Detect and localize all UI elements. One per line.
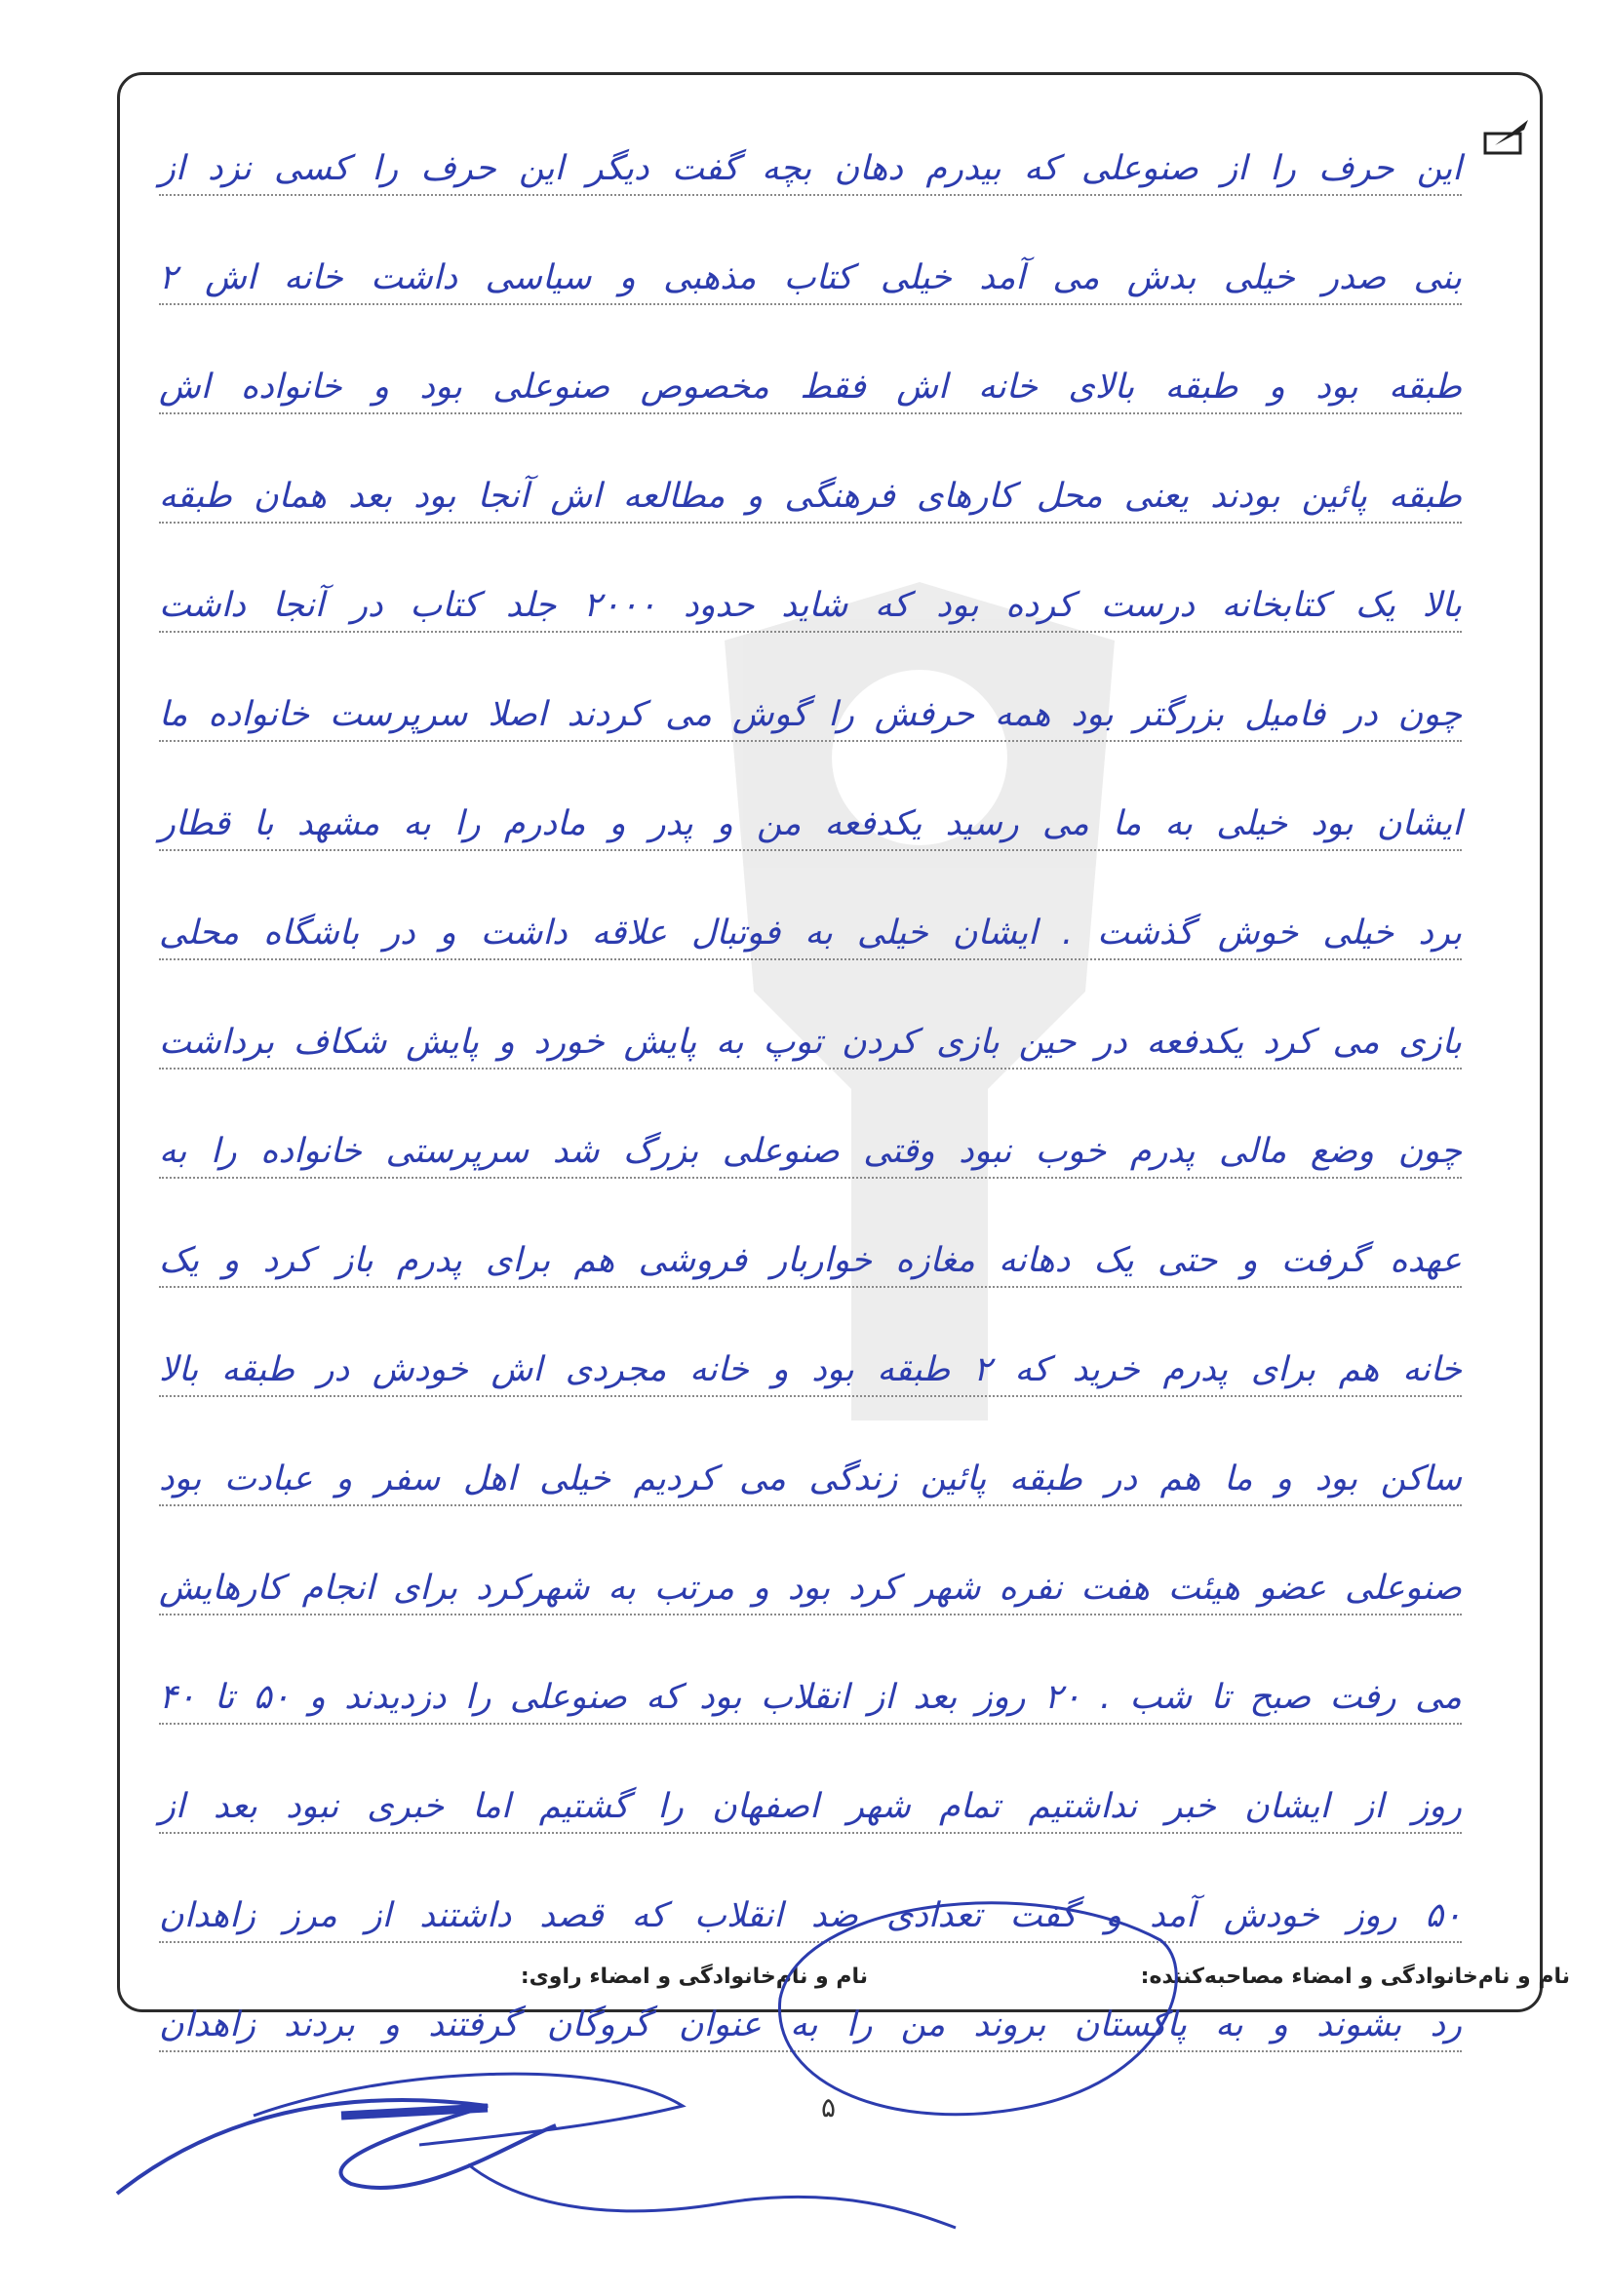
text-line: طبقه پائین بودند یعنی محل کارهای فرهنگی و مطالعه اش آنجا بود بعد همان طبقه bbox=[159, 414, 1462, 524]
narrator-signature bbox=[98, 1999, 975, 2252]
text-line: طبقه بود و طبقه بالای خانه اش فقط مخصوص صنوعلی بود و خانواده اش bbox=[159, 305, 1462, 414]
text-line: ساکن بود و ما هم در طبقه پائین زندگی می کردیم خیلی اهل سفر و عبادت بود bbox=[159, 1397, 1462, 1506]
text-line: ایشان بود خیلی به ما می رسید یکدفعه من و پدر و مادرم را به مشهد با قطار bbox=[159, 742, 1462, 851]
text-line: صنوعلی عضو هیئت هفت نفره شهر کرد بود و مرتب به شهرکرد برای انجام کارهایش bbox=[159, 1506, 1462, 1615]
text-line: چون در فامیل بزرگتر بود همه حرفش را گوش می کردند اصلا سرپرست خانواده ما bbox=[159, 633, 1462, 742]
text-line: چون وضع مالی پدرم خوب نبود وقتی صنوعلی بزرگ شد سرپرستی خانواده را به bbox=[159, 1070, 1462, 1179]
text-line: خانه هم برای پدرم خرید که ۲ طبقه بود و خانه مجردی اش خودش در طبقه بالا bbox=[159, 1288, 1462, 1397]
text-line: این حرف را از صنوعلی که بیدرم دهان بچه گفت دیگر این حرف را کسی نزد از bbox=[159, 87, 1462, 196]
text-line: بنی صدر خیلی بدش می آمد خیلی کتاب مذهبی و سیاسی داشت خانه اش ۲ bbox=[159, 196, 1462, 305]
interviewer-signature-label: نام و نام‌خانوادگی و امضاء مصاحبه‌کننده: bbox=[1140, 1965, 1570, 1989]
text-line: عهده گرفت و حتی یک دهانه مغازه خواربار فروشی هم برای پدرم باز کرد و یک bbox=[159, 1179, 1462, 1288]
quill-icon bbox=[1481, 116, 1532, 159]
narrator-signature-label: نام و نام‌خانوادگی و امضاء راوی: bbox=[520, 1965, 868, 1989]
page-number: ۵ bbox=[821, 2091, 837, 2123]
text-line: بازی می کرد یکدفعه در حین بازی کردن توپ به پایش خورد و پایش شکاف برداشت bbox=[159, 960, 1462, 1070]
text-line: رد بشوند و به پاکستان بروند من را به عنوان گروگان گرفتند و بردند زاهدان bbox=[159, 1943, 1462, 2052]
text-line: می رفت صبح تا شب . ۲۰ روز بعد از انقلاب بود که صنوعلی را دزدیدند و ۵۰ تا ۴۰ bbox=[159, 1615, 1462, 1725]
text-line: روز از ایشان خبر نداشتیم تمام شهر اصفهان را گشتیم اما خبری نبود بعد از bbox=[159, 1725, 1462, 1834]
text-line: بالا یک کتابخانه درست کرده بود که شاید حدود ۲۰۰۰ جلد کتاب در آنجا داشت bbox=[159, 524, 1462, 633]
page-frame bbox=[117, 72, 1543, 2044]
text-line: ۵۰ روز خودش آمد و گفت تعدادی ضد انقلاب که قصد داشتند از مرز زاهدان bbox=[159, 1834, 1462, 1943]
text-line: برد خیلی خوش گذشت . ایشان خیلی به فوتبال علاقه داشت و در باشگاه محلی bbox=[159, 851, 1462, 960]
